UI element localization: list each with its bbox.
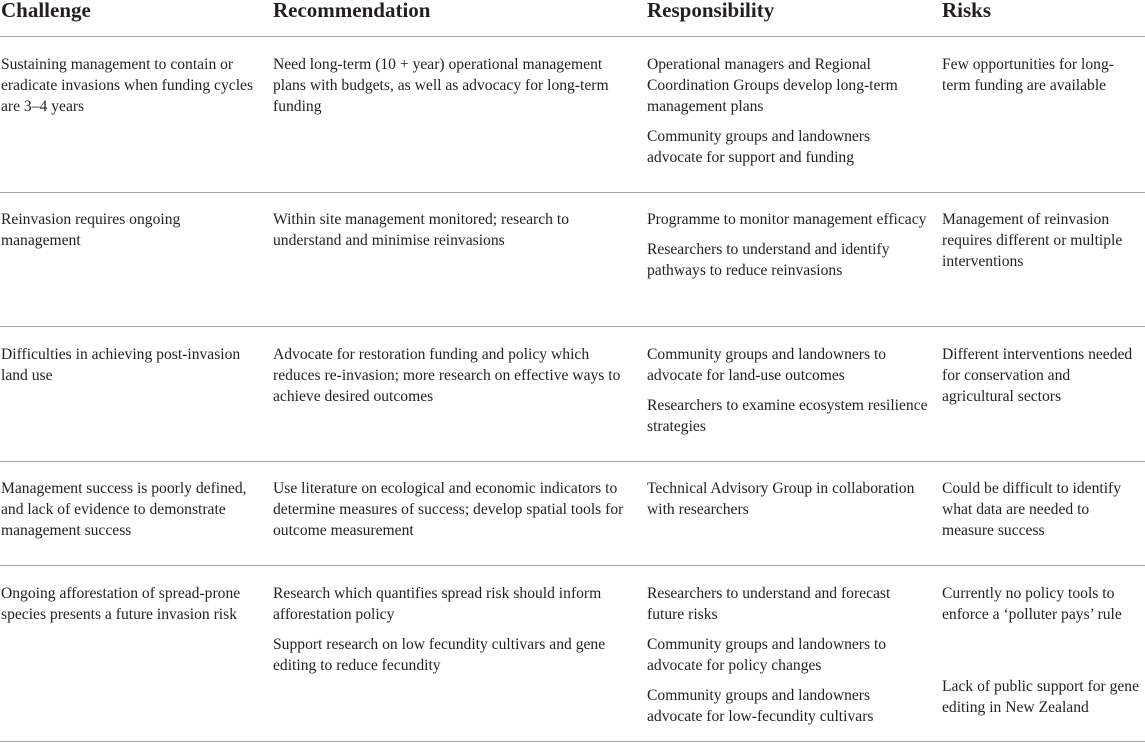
table-row (0, 54, 1145, 193)
responsibility-text: Researchers to understand and forecast future risks (647, 585, 891, 623)
recommendation-cell (273, 344, 633, 407)
responsibility-text: Operational managers and Regional Coordination Groups develop long-term management plans (647, 56, 898, 115)
table-header (0, 0, 1145, 37)
responsibility-text: Researchers to understand and identify pathways to reduce reinvasions (647, 241, 890, 279)
risks-text: Could be difficult to identify what data are needed to measure success (942, 480, 1122, 539)
risks-text: Currently no policy tools to enforce a ‘polluter pays’ rule (942, 585, 1122, 623)
header-challenge: Challenge (1, 0, 91, 22)
risks-text: Lack of public support for gene editing in New Zealand (942, 678, 1140, 716)
challenge-cell (1, 478, 259, 541)
responsibility-text: Community groups and landowners to advocate for policy changes (647, 636, 887, 674)
responsibility-text: Researchers to examine ecosystem resilience strategies (647, 397, 928, 435)
responsibility-text: Community groups and landowners advocate for support and funding (647, 128, 871, 166)
responsibility-text: Community groups and landowners advocate for low-fecundity cultivars (647, 687, 874, 725)
responsibility-cell (647, 478, 929, 520)
risks-text: Few opportunities for long-term funding are available (942, 56, 1114, 94)
recommendation-text: Within site management monitored; research to understand and minimise reinvasions (273, 211, 569, 249)
challenge-cell (1, 209, 259, 251)
responsibility-text: Community groups and landowners to advocate for land-use outcomes (647, 346, 887, 384)
table-row (0, 344, 1145, 462)
recommendation-text: Need long-term (10 + year) operational management plans with budgets, as well as advocacy for long-term funding (273, 56, 609, 115)
risks-cell (942, 583, 1142, 718)
challenge-text: Ongoing afforestation of spread-prone species presents a future invasion risk (1, 585, 241, 623)
responsibility-cell (647, 583, 929, 727)
recommendation-text: Use literature on ecological and economic indicators to determine measures of success; develop spatial tools for outcome measurement (273, 480, 624, 539)
challenge-text: Difficulties in achieving post-invasion land use (1, 346, 241, 384)
risks-text: Management of reinvasion requires different or multiple interventions (942, 211, 1123, 270)
recommendation-text: Research which quantifies spread risk should inform afforestation policy (273, 585, 602, 623)
challenge-cell (1, 344, 259, 386)
challenge-text: Sustaining management to contain or eradicate invasions when funding cycles are 3–4 years (1, 56, 254, 115)
recommendation-text: Support research on low fecundity cultivars and gene editing to reduce fecundity (273, 636, 606, 674)
header-risks: Risks (942, 0, 992, 22)
challenge-text: Reinvasion requires ongoing management (1, 211, 181, 249)
challenge-cell (1, 583, 259, 625)
challenge-text: Management success is poorly defined, and lack of evidence to demonstrate management success (1, 480, 247, 539)
risks-text: Different interventions needed for conservation and agricultural sectors (942, 346, 1133, 405)
responsibility-cell (647, 209, 929, 281)
recommendation-cell (273, 583, 633, 676)
responsibility-cell (647, 54, 929, 168)
recommendation-text: Advocate for restoration funding and policy which reduces re-invasion; more research on effective ways to achieve desired outcomes (273, 346, 621, 405)
table-row (0, 209, 1145, 327)
recommendation-cell (273, 478, 633, 541)
responsibility-text: Programme to monitor management efficacy (647, 211, 927, 228)
responsibility-cell (647, 344, 929, 437)
risks-cell (942, 478, 1142, 541)
challenge-cell (1, 54, 259, 117)
header-responsibility: Responsibility (647, 0, 775, 22)
header-recommendation: Recommendation (273, 0, 431, 22)
table-row (0, 583, 1145, 742)
risks-cell (942, 54, 1142, 96)
responsibility-text: Technical Advisory Group in collaboration with researchers (647, 480, 915, 518)
recommendation-cell (273, 54, 633, 117)
table-row (0, 478, 1145, 566)
risks-cell (942, 209, 1142, 272)
recommendation-cell (273, 209, 633, 251)
risks-cell (942, 344, 1142, 407)
